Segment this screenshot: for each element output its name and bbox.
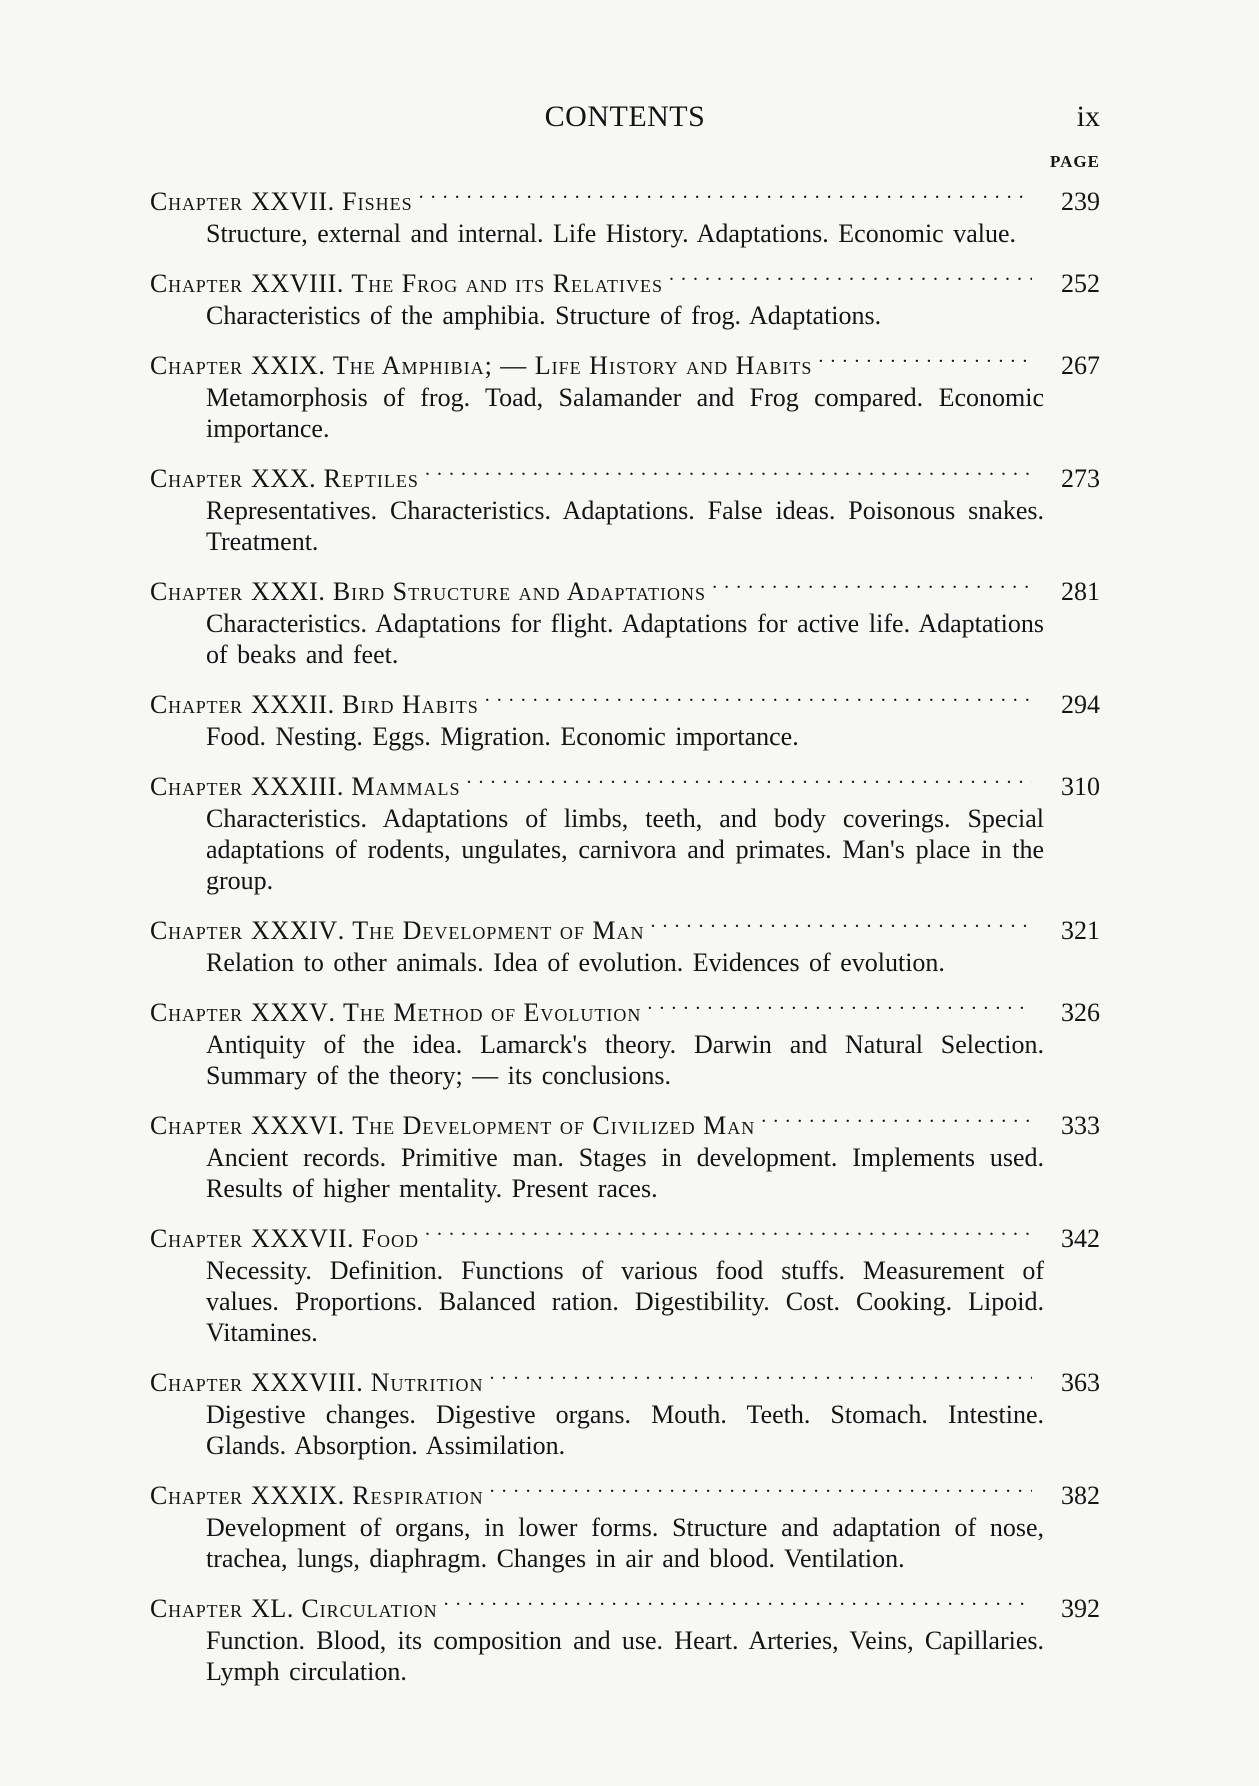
chapter-numeral: XL xyxy=(250,1594,287,1623)
chapter-numeral: XXXI xyxy=(250,577,319,606)
chapter-summary: Digestive changes. Digestive organs. Mouth. Teeth. Stomach. Intestine. Glands. Absorption. Assimilation. xyxy=(206,1400,1044,1460)
dot-leader xyxy=(490,1474,1032,1504)
chapter-summary: Function. Blood, its composition and use. Heart. Arteries, Veins, Capillaries. Lymph circulation. xyxy=(206,1626,1044,1686)
numeral-period: . xyxy=(328,998,335,1027)
numeral-period: . xyxy=(286,1594,294,1623)
chapter-numeral: XXX xyxy=(250,464,310,493)
numeral-period: . xyxy=(336,269,344,298)
chapter-summary: Representatives. Characteristics. Adaptations. False ideas. Poisonous snakes. Treatment. xyxy=(206,496,1044,556)
chapter-numeral: XXXIV xyxy=(250,916,338,945)
chapter-label: Chapter xyxy=(150,1111,243,1140)
numeral-period: . xyxy=(327,690,335,719)
chapter-title: Nutrition xyxy=(370,1368,484,1397)
chapter-label: Chapter xyxy=(150,916,243,945)
chapter-page-number: 273 xyxy=(1061,464,1100,493)
chapter-page-number: 392 xyxy=(1061,1594,1100,1623)
chapter-label: Chapter xyxy=(150,351,243,380)
toc-entry xyxy=(150,1474,1100,1574)
chapter-page-number: 294 xyxy=(1061,690,1100,719)
dot-leader xyxy=(467,765,1033,795)
chapter-page-number: 252 xyxy=(1061,269,1100,298)
toc-entry xyxy=(150,991,1100,1091)
chapter-page-number: 239 xyxy=(1061,187,1100,216)
chapter-heading-line xyxy=(150,344,1100,382)
chapter-title: Bird Habits xyxy=(342,690,479,719)
toc-entry xyxy=(150,683,1100,752)
dot-leader xyxy=(761,1104,1032,1134)
chapter-summary: Antiquity of the idea. Lamarck's theory. Darwin and Natural Selection. Summary of the theory; — its conclusions. xyxy=(206,1030,1044,1090)
numeral-period: . xyxy=(318,577,325,606)
toc-entry xyxy=(150,1104,1100,1204)
chapter-heading-line xyxy=(150,991,1100,1029)
chapter-summary: Characteristics of the amphibia. Structure of frog. Adaptations. xyxy=(206,301,882,330)
chapter-title: Fishes xyxy=(342,187,413,216)
chapter-heading-line xyxy=(150,1474,1100,1512)
numeral-period: . xyxy=(318,351,325,380)
chapter-title: The Method of Evolution xyxy=(342,998,642,1027)
numeral-period: . xyxy=(356,1368,363,1397)
chapter-summary: Structure, external and internal. Life History. Adaptations. Economic value. xyxy=(206,219,1017,248)
numeral-period: . xyxy=(337,1481,345,1510)
chapter-summary: Metamorphosis of frog. Toad, Salamander and Frog compared. Economic importance. xyxy=(206,383,1044,443)
chapter-heading-line xyxy=(150,1361,1100,1399)
chapter-numeral: XXVII xyxy=(250,187,328,216)
dot-leader xyxy=(490,1361,1033,1391)
chapter-label: Chapter xyxy=(150,690,243,719)
chapter-page-number: 326 xyxy=(1061,998,1100,1027)
page-header xyxy=(150,100,1100,150)
numeral-period: . xyxy=(337,1111,345,1140)
chapter-page-number: 382 xyxy=(1061,1481,1100,1510)
chapter-title: Respiration xyxy=(352,1481,484,1510)
chapter-summary: Ancient records. Primitive man. Stages in development. Implements used. Results of higher mentality. Present races. xyxy=(206,1143,1044,1203)
chapter-numeral: XXXIII xyxy=(250,772,337,801)
toc-entry xyxy=(150,457,1100,557)
chapter-label: Chapter xyxy=(150,187,243,216)
chapter-numeral: XXVIII xyxy=(250,269,337,298)
chapter-summary: Necessity. Definition. Functions of various food stuffs. Measurement of values. Proportions. Balanced ration. Digestibility. Cost. Cooking. Lipoid. Vitamines. xyxy=(206,1256,1044,1347)
dot-leader xyxy=(419,180,1032,210)
chapter-heading-line xyxy=(150,180,1100,218)
page-number: ix xyxy=(1076,100,1100,133)
dot-leader xyxy=(712,570,1032,600)
chapter-title: Food xyxy=(361,1224,419,1253)
chapter-numeral: XXIX xyxy=(250,351,319,380)
chapter-summary: Characteristics. Adaptations for flight. Adaptations for active life. Adaptations of beaks and feet. xyxy=(206,609,1044,669)
running-title: CONTENTS xyxy=(544,100,706,133)
toc-entry xyxy=(150,262,1100,331)
chapter-page-number: 281 xyxy=(1061,577,1100,606)
dot-leader xyxy=(425,1217,1032,1247)
chapter-title: The Amphibia; — Life History and Habits xyxy=(332,351,813,380)
toc-entry xyxy=(150,765,1100,896)
chapter-label: Chapter xyxy=(150,577,243,606)
chapter-summary: Development of organs, in lower forms. Structure and adaptation of nose, trachea, lungs, diaphragm. Changes in air and blood. Ventilation. xyxy=(206,1513,1044,1573)
chapter-heading-line xyxy=(150,457,1100,495)
chapter-heading-line xyxy=(150,909,1100,947)
chapter-numeral: XXXVII xyxy=(250,1224,347,1253)
chapter-title: Circulation xyxy=(301,1594,438,1623)
numeral-period: . xyxy=(346,1224,354,1253)
numeral-period: . xyxy=(309,464,316,493)
toc-entry xyxy=(150,1587,1100,1687)
chapter-numeral: XXXIX xyxy=(250,1481,338,1510)
toc-entry xyxy=(150,344,1100,444)
dot-leader xyxy=(444,1587,1032,1617)
dot-leader xyxy=(651,909,1033,939)
chapter-heading-line xyxy=(150,683,1100,721)
chapter-summary: Characteristics. Adaptations of limbs, teeth, and body coverings. Special adaptations of rodents, ungulates, carnivora and primates. Man's place in the group. xyxy=(206,804,1044,895)
chapter-label: Chapter xyxy=(150,269,243,298)
chapter-label: Chapter xyxy=(150,1368,243,1397)
table-of-contents xyxy=(150,180,1100,1700)
dot-leader xyxy=(425,457,1032,487)
dot-leader xyxy=(647,991,1032,1021)
chapter-numeral: XXXVIII xyxy=(250,1368,357,1397)
chapter-heading-line xyxy=(150,570,1100,608)
chapter-title: The Frog and its Relatives xyxy=(351,269,664,298)
chapter-title: Reptiles xyxy=(323,464,419,493)
chapter-numeral: XXXVI xyxy=(250,1111,338,1140)
chapter-heading-line xyxy=(150,262,1100,300)
toc-entry xyxy=(150,909,1100,978)
chapter-page-number: 342 xyxy=(1061,1224,1100,1253)
chapter-label: Chapter xyxy=(150,464,243,493)
chapter-label: Chapter xyxy=(150,1594,243,1623)
chapter-page-number: 363 xyxy=(1061,1368,1100,1397)
chapter-title: Mammals xyxy=(351,772,461,801)
chapter-label: Chapter xyxy=(150,772,243,801)
toc-entry xyxy=(150,180,1100,249)
numeral-period: . xyxy=(336,772,344,801)
chapter-numeral: XXXII xyxy=(250,690,328,719)
numeral-period: . xyxy=(327,187,335,216)
chapter-numeral: XXXV xyxy=(250,998,329,1027)
toc-entry xyxy=(150,1217,1100,1348)
chapter-heading-line xyxy=(150,765,1100,803)
toc-entry xyxy=(150,570,1100,670)
chapter-page-number: 333 xyxy=(1061,1111,1100,1140)
chapter-page-number: 310 xyxy=(1061,772,1100,801)
chapter-heading-line xyxy=(150,1217,1100,1255)
dot-leader xyxy=(818,344,1032,374)
chapter-heading-line xyxy=(150,1104,1100,1142)
chapter-summary: Food. Nesting. Eggs. Migration. Economic importance. xyxy=(206,722,799,751)
chapter-label: Chapter xyxy=(150,1481,243,1510)
dot-leader xyxy=(669,262,1032,292)
chapter-title: Bird Structure and Adaptations xyxy=(332,577,707,606)
chapter-title: The Development of Man xyxy=(352,916,645,945)
chapter-page-number: 321 xyxy=(1061,916,1100,945)
chapter-label: Chapter xyxy=(150,1224,243,1253)
dot-leader xyxy=(485,683,1032,713)
numeral-period: . xyxy=(337,916,345,945)
chapter-summary: Relation to other animals. Idea of evolution. Evidences of evolution. xyxy=(206,948,945,977)
chapter-title: The Development of Civilized Man xyxy=(352,1111,756,1140)
page-column-label: PAGE xyxy=(1050,152,1100,171)
chapter-page-number: 267 xyxy=(1061,351,1100,380)
chapter-label: Chapter xyxy=(150,998,243,1027)
chapter-heading-line xyxy=(150,1587,1100,1625)
toc-entry xyxy=(150,1361,1100,1461)
